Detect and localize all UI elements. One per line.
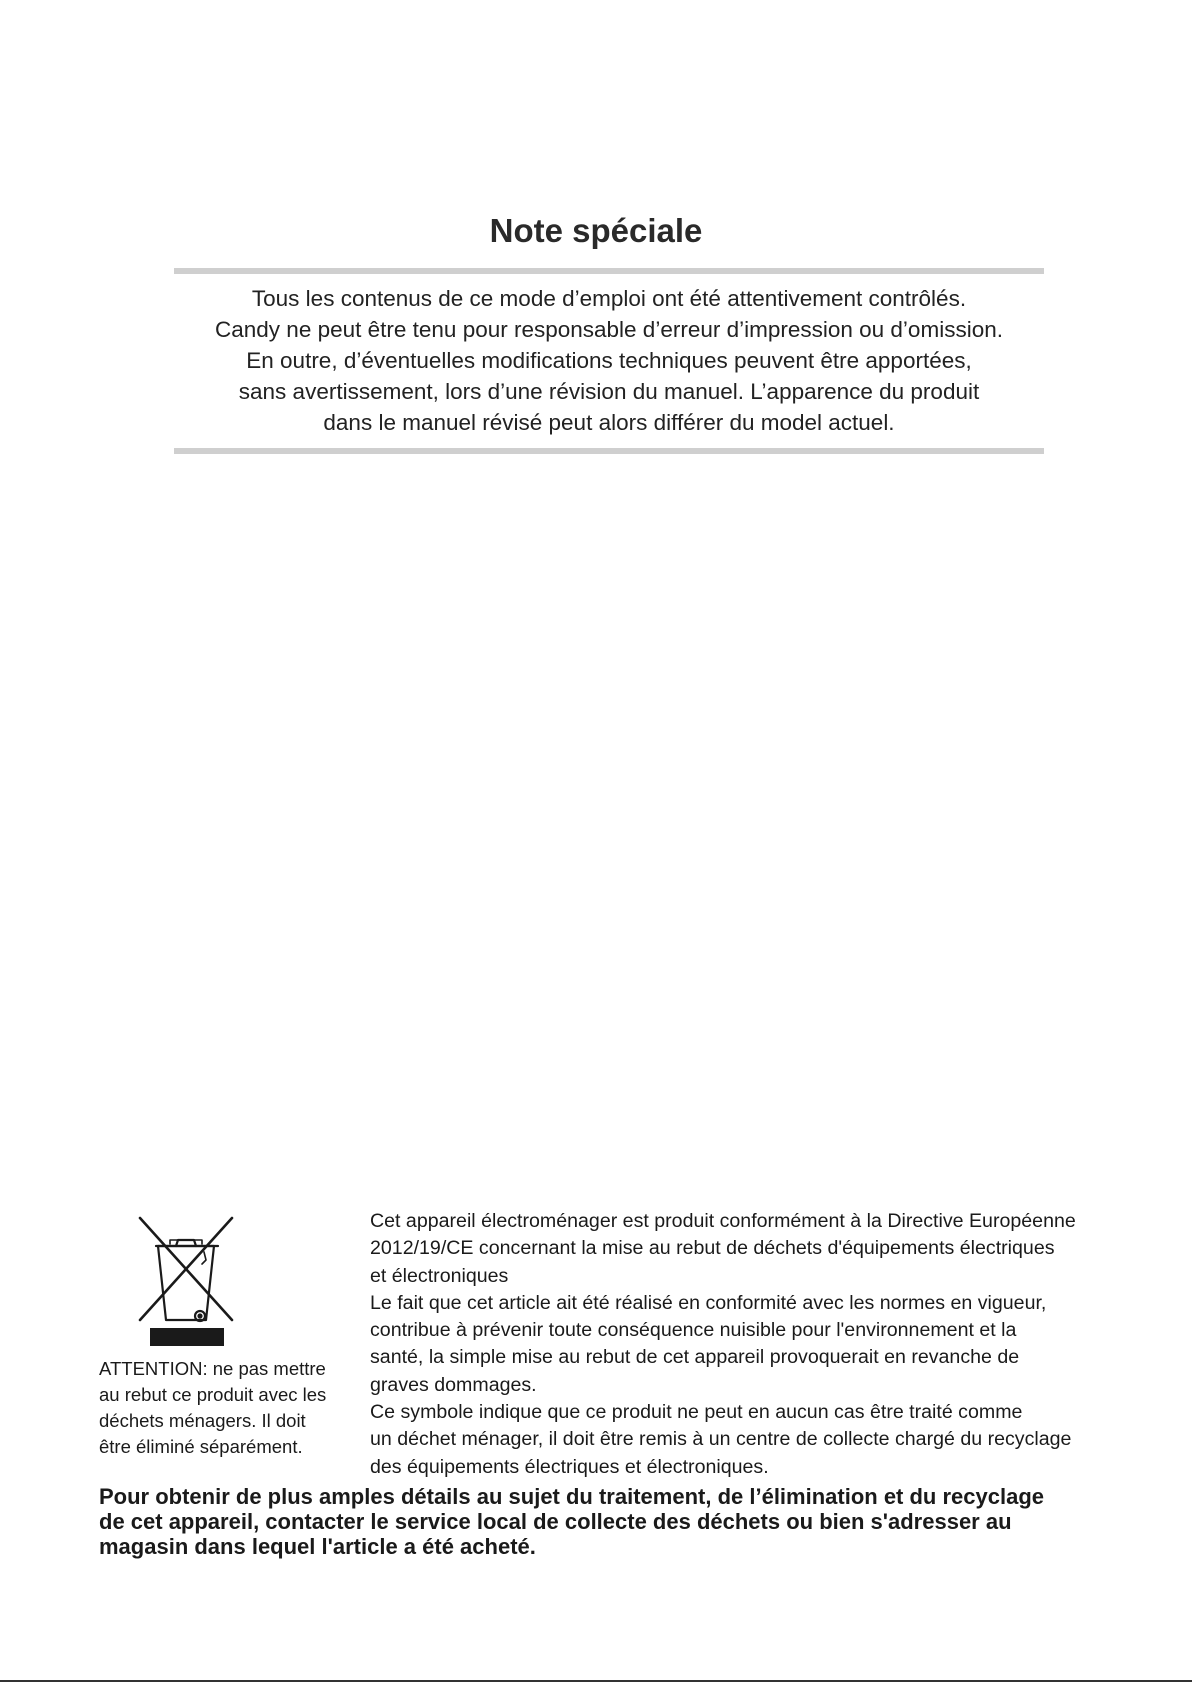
directive-line: contribue à prévenir toute conséquence nuisible pour l'environnement et la [370, 1319, 1017, 1342]
recycling-info-bold [99, 1484, 1159, 1559]
note-line: Tous les contenus de ce mode d’emploi ont été attentivement contrôlés. [251, 286, 967, 311]
note-line: dans le manuel révisé peut alors différer du model actuel. [323, 410, 895, 435]
bold-line: Pour obtenir de plus amples détails au sujet du traitement, de l’élimination et du recyclage [99, 1484, 1045, 1509]
crossed-out-wheelie-bin-icon [134, 1212, 238, 1346]
attention-text [99, 1356, 349, 1460]
bold-line: magasin dans lequel l'article a été acheté. [99, 1534, 536, 1559]
directive-line: graves dommages. [370, 1373, 537, 1396]
directive-line: 2012/19/CE concernant la mise au rebut de déchets d'équipements électriques [370, 1237, 1055, 1260]
directive-line: Ce symbole indique que ce produit ne peut en aucun cas être traité comme [370, 1401, 1023, 1424]
attention-line: être éliminé séparément. [99, 1436, 303, 1457]
note-line: En outre, d’éventuelles modifications techniques peuvent être apportées, [246, 348, 972, 373]
directive-line: des équipements électriques et électroniques. [370, 1455, 769, 1478]
attention-line: au rebut ce produit avec les [99, 1384, 327, 1405]
directive-line: Le fait que cet article ait été réalisé en conformité avec les normes en vigueur, [370, 1291, 1047, 1314]
footer-rule [0, 1680, 1192, 1682]
note-bottom-rule [174, 448, 1044, 454]
note-title: Note spéciale [489, 212, 703, 249]
note-line: sans avertissement, lors d’une révision du manuel. L’apparence du produit [238, 379, 980, 404]
note-top-rule [174, 268, 1044, 274]
directive-line: Cet appareil électroménager est produit conformément à la Directive Européenne [370, 1210, 1076, 1232]
bold-line: de cet appareil, contacter le service local de collecte des déchets ou bien s'adresser au [99, 1509, 1012, 1534]
attention-line: ATTENTION: ne pas mettre [99, 1358, 326, 1379]
directive-text [370, 1208, 1130, 1481]
attention-line: déchets ménagers. Il doit [99, 1410, 306, 1431]
note-text [174, 283, 1044, 438]
directive-line: un déchet ménager, il doit être remis à un centre de collecte chargé du recyclage [370, 1428, 1072, 1451]
note-line: Candy ne peut être tenu pour responsable d’erreur d’impression ou d’omission. [215, 317, 1003, 342]
directive-line: et électroniques [370, 1264, 509, 1287]
directive-line: santé, la simple mise au rebut de cet appareil provoquerait en revanche de [370, 1346, 1020, 1369]
